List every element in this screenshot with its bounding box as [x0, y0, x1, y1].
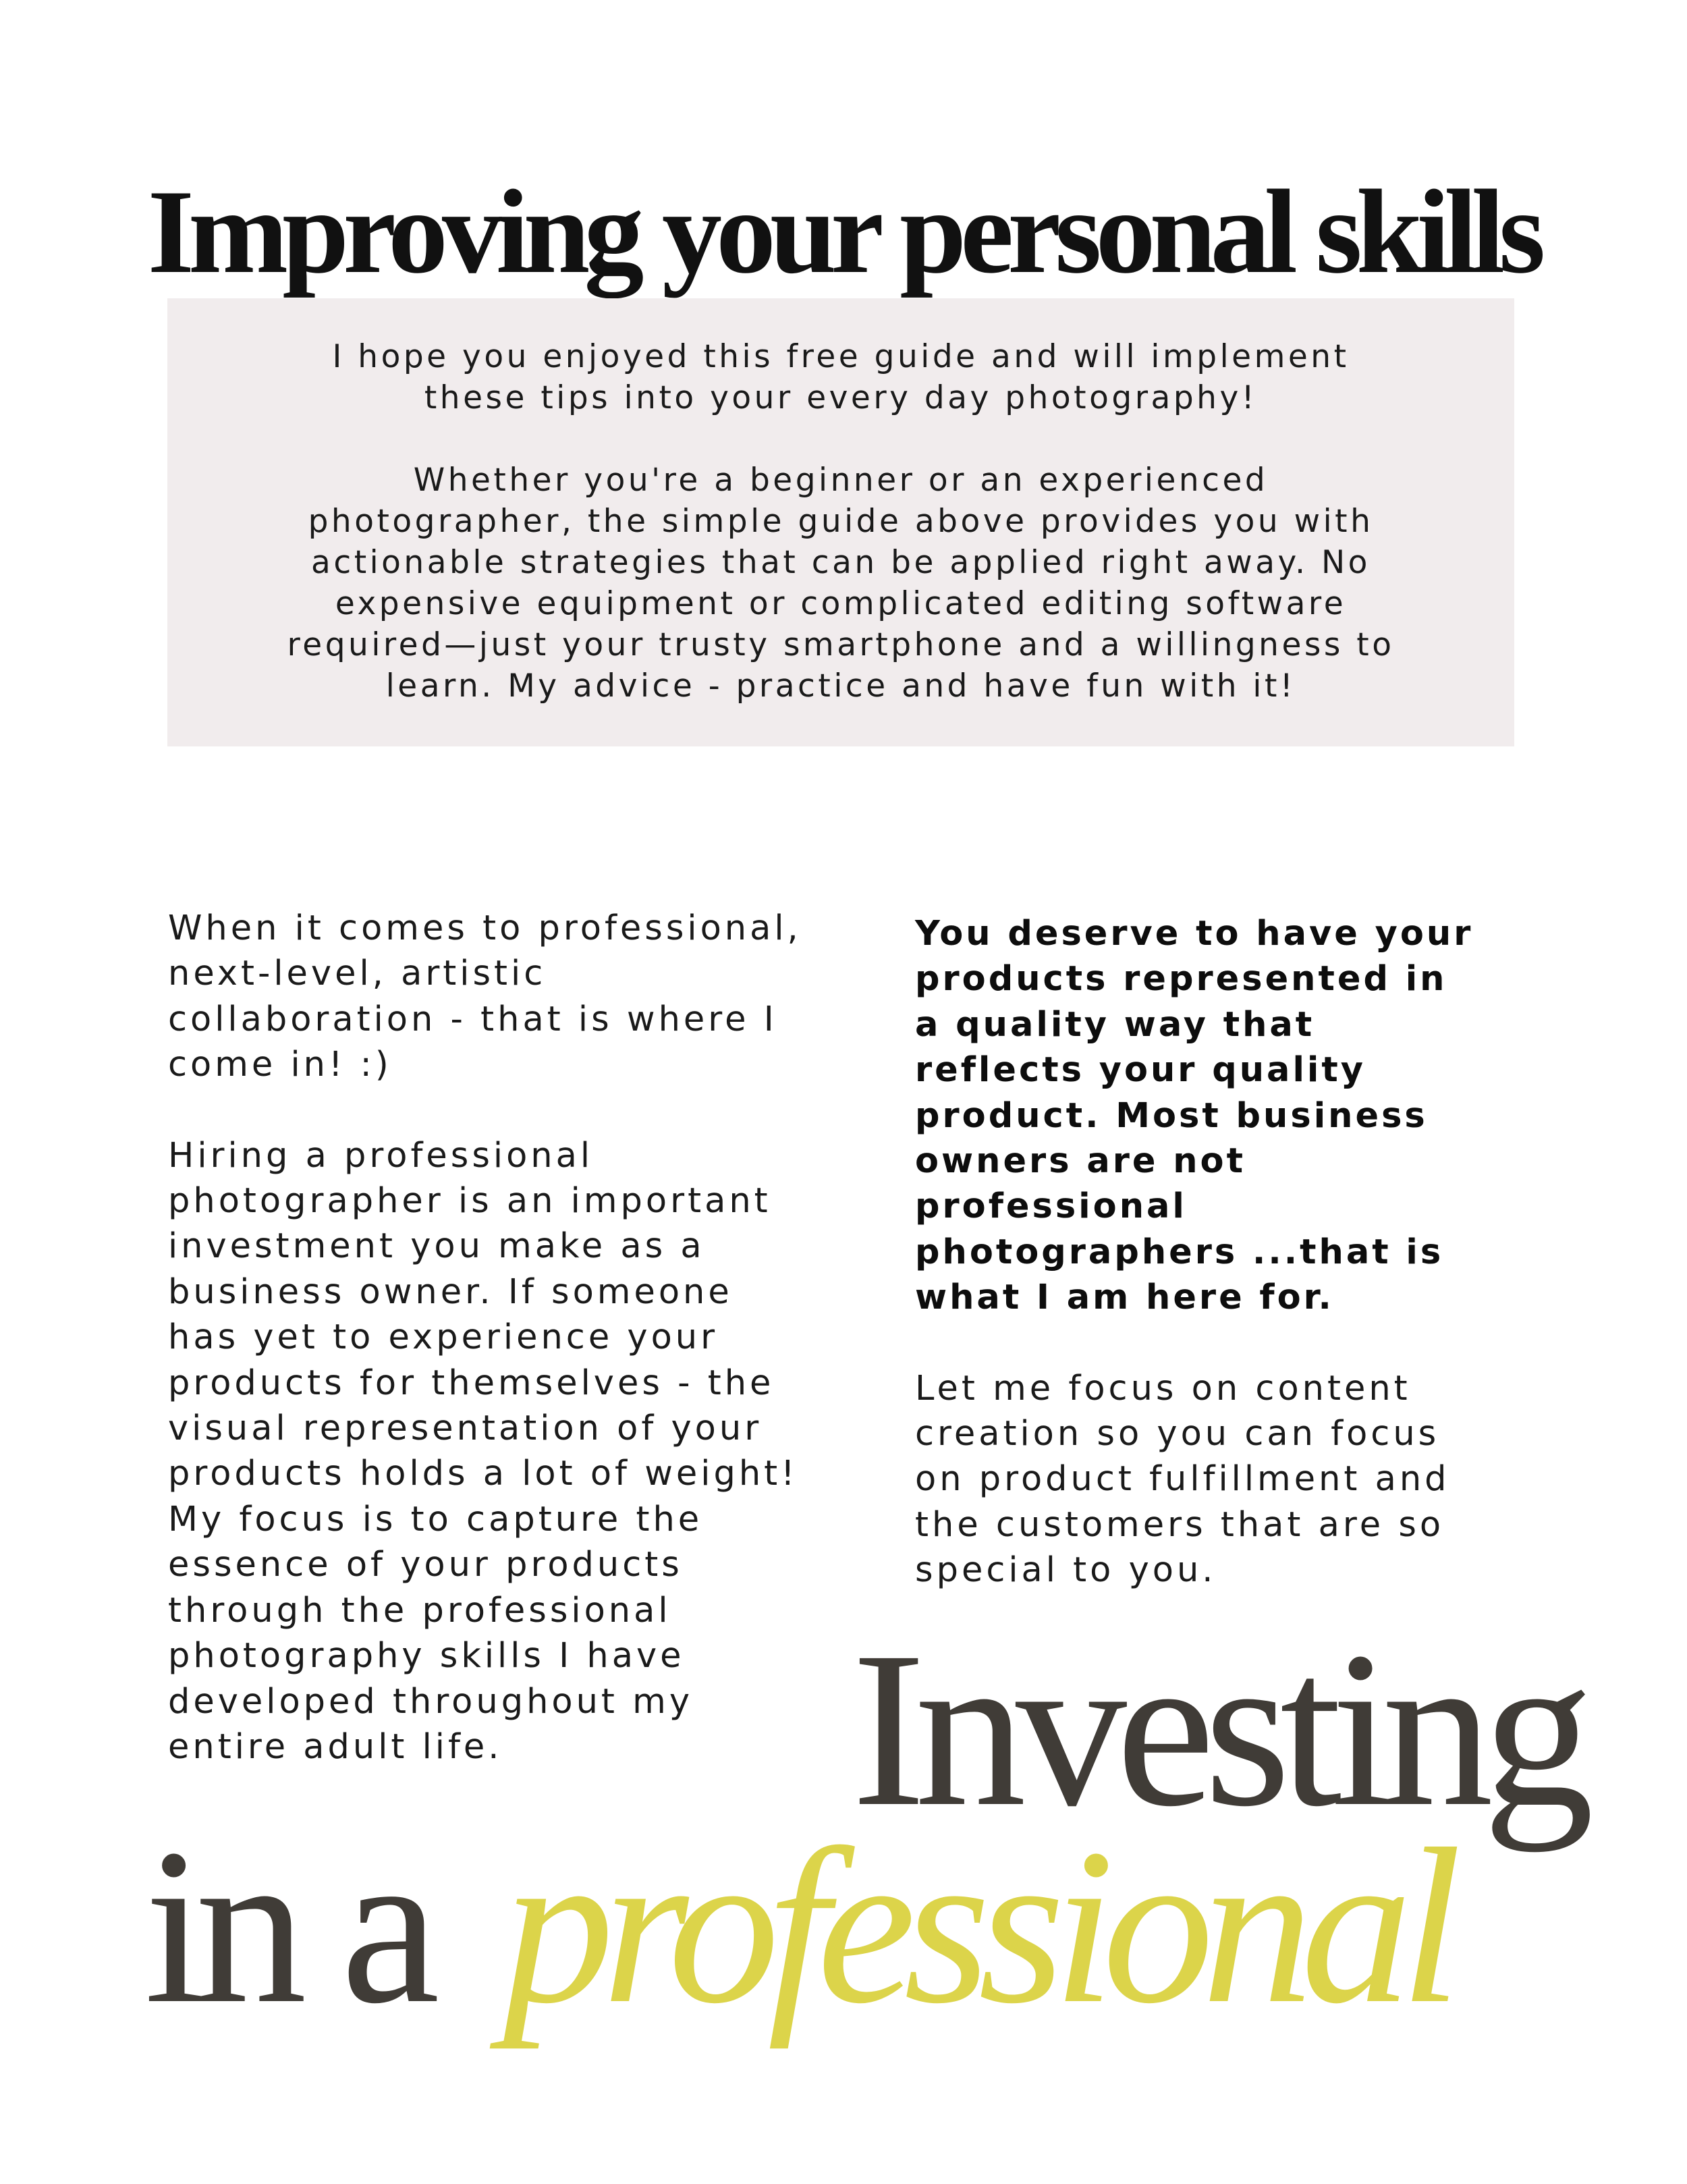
page-title: Improving your personal skills: [147, 165, 1540, 299]
heading-professional: professional: [503, 1803, 1450, 2050]
intro-paragraph-2: Whether you're a beginner or an experienced photographer, the simple guide above provides you with actionable strategies that can be applied right away. No expensive equipment or complicated editing software required—just your trusty smartphone and a willingness to learn. My advice - practice and have fun with it!: [287, 462, 1395, 705]
intro-paragraph-1: I hope you enjoyed this free guide and will implement these tips into your every day photography!: [332, 338, 1350, 416]
right-paragraph: Let me focus on content creation so you can focus on product fulfillment and the customers that are so special to you.: [915, 1368, 1450, 1591]
left-column: [168, 906, 850, 1770]
heading-in-a: in a: [144, 1803, 429, 2050]
right-bold-paragraph: You deserve to have your products represented in a quality way that reflects your quality product. Most business owners are not professional photographers ...that is what I am here for.: [915, 914, 1474, 1318]
left-paragraph-2: Hiring a professional photographer is an important investment you make as a business owner. If someone has yet to experience your products for themselves - the visual representation of your products holds a lot of weight! My focus is to capture the essence of your products through the professional photography skills I have developed throughout my entire adult life.: [168, 1135, 798, 1767]
right-column: [915, 911, 1590, 1593]
left-paragraph-1: When it comes to professional, next-level, artistic collaboration - that is where I come in! :): [168, 908, 802, 1085]
intro-box: [167, 298, 1514, 746]
heading-investing: Investing: [852, 1606, 1584, 1853]
